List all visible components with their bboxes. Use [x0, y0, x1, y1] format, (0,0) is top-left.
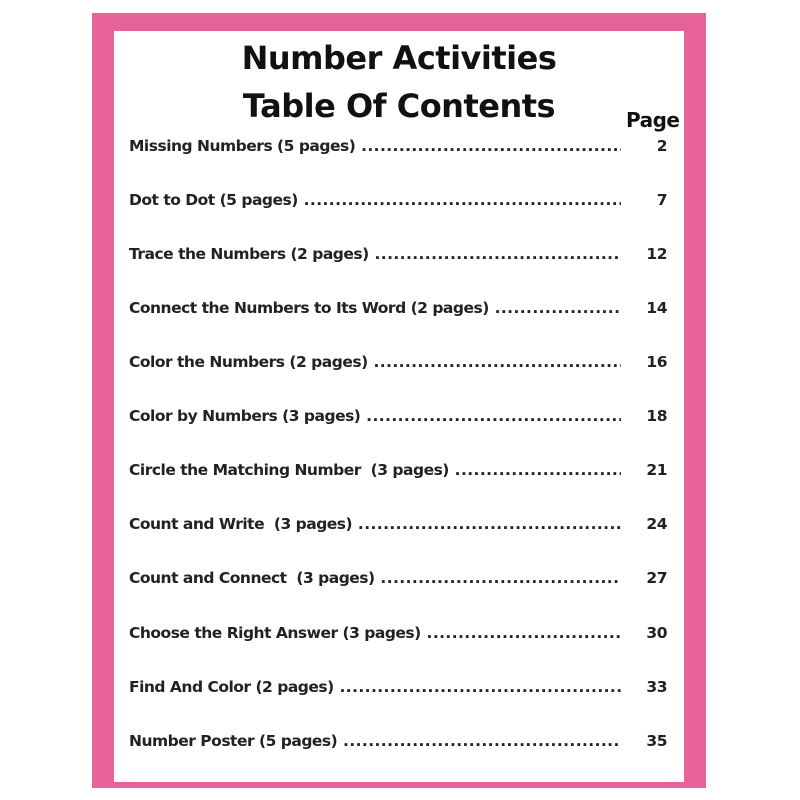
toc-entry	[129, 566, 667, 590]
toc-entry-label: Dot to Dot (5 pages) .....	[129, 188, 621, 212]
toc-entry-page: 18	[646, 407, 667, 425]
toc-entry-label: Missing Numbers (5 pages) .....	[129, 134, 621, 158]
toc-entry	[129, 350, 667, 374]
toc-entry-page: 21	[646, 461, 667, 479]
toc-entry-label: Connect the Numbers to Its Word (2 pages) .....	[129, 296, 621, 320]
toc-entry	[129, 621, 667, 645]
toc-entry	[129, 675, 667, 699]
toc-entry-page: 35	[646, 732, 667, 750]
toc-entry-page: 12	[646, 245, 667, 263]
toc-entry	[129, 188, 667, 212]
title-line-1: Number Activities	[241, 39, 557, 77]
toc-entry-page: 16	[646, 353, 667, 371]
toc-entry	[129, 512, 667, 536]
toc-entry-label: Find And Color (2 pages) .....	[129, 675, 621, 699]
page-column-header: Page	[626, 108, 680, 132]
page-title	[114, 34, 684, 130]
toc-entry-label: Number Poster (5 pages) .....	[129, 729, 621, 753]
toc-entry	[129, 242, 667, 266]
toc-entry-page: 2	[656, 137, 667, 155]
toc-entry	[129, 729, 667, 753]
toc-entry-page: 33	[646, 678, 667, 696]
toc-entry-label: Color by Numbers (3 pages) .....	[129, 404, 621, 428]
toc-entry-page: 7	[656, 191, 667, 209]
toc-entry-page: 24	[646, 515, 667, 533]
toc-entry	[129, 296, 667, 320]
toc-entry-label: Choose the Right Answer (3 pages) .....	[129, 621, 621, 645]
toc-entry-label: Circle the Matching Number (3 pages) .....	[129, 458, 621, 482]
toc-entry	[129, 134, 667, 158]
toc-entry	[129, 458, 667, 482]
title-line-2: Table Of Contents	[242, 87, 556, 125]
toc-entry-label: Count and Write (3 pages) .....	[129, 512, 621, 536]
toc-entry-page: 30	[646, 624, 667, 642]
toc-entry-page: 27	[646, 569, 667, 587]
toc-entry-label: Trace the Numbers (2 pages) .....	[129, 242, 621, 266]
toc-entry-label: Color the Numbers (2 pages) .....	[129, 350, 621, 374]
toc-entry-page: 14	[646, 299, 667, 317]
toc-entry	[129, 404, 667, 428]
toc-entry-label: Count and Connect (3 pages) .....	[129, 566, 621, 590]
